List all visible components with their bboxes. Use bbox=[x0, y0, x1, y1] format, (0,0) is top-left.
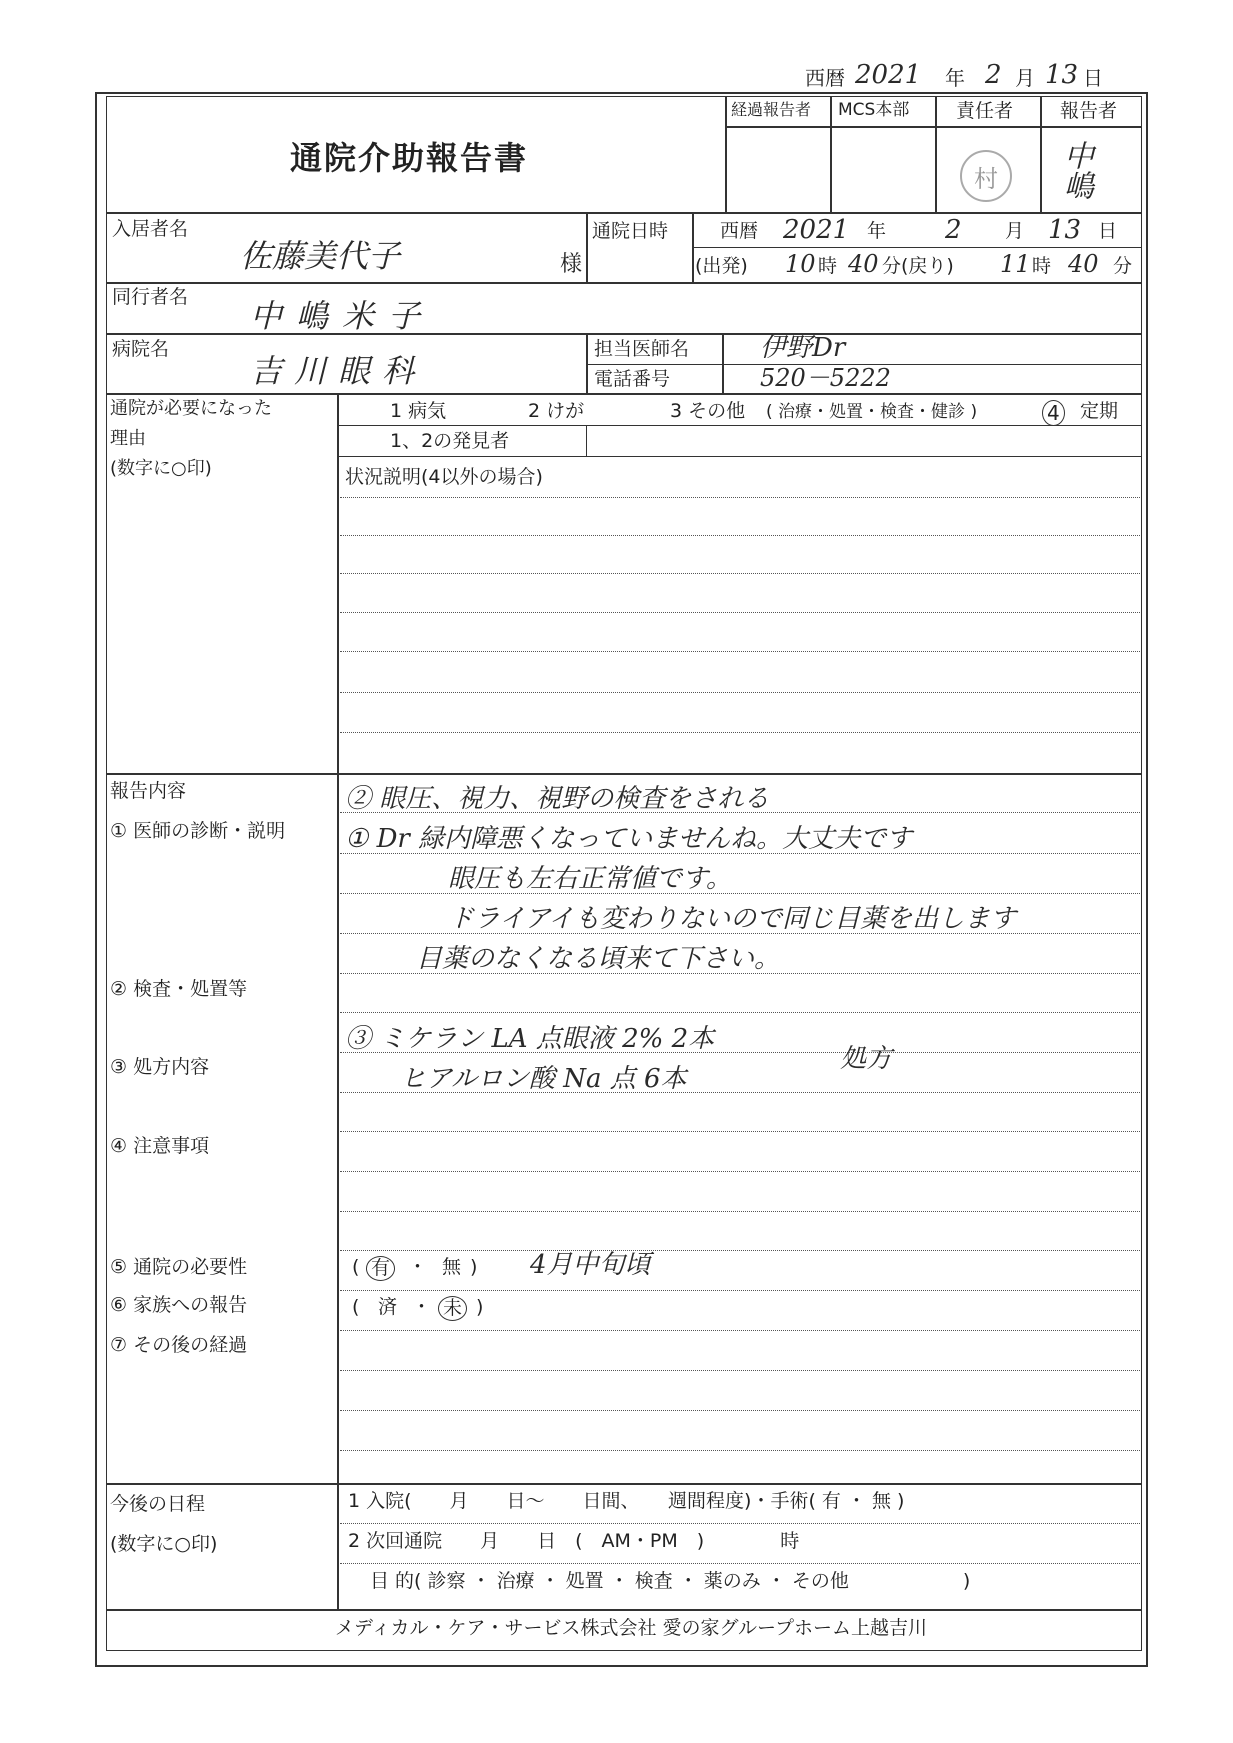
reason-label-line3: (数字に○印) bbox=[110, 458, 212, 479]
companion-name: 中嶋米子 bbox=[250, 297, 435, 335]
divider bbox=[337, 773, 339, 1483]
date-day: 13 bbox=[1045, 60, 1079, 90]
resident-name: 佐藤美代子 bbox=[240, 237, 401, 275]
responsible-seal-stamp: 村 bbox=[960, 150, 1012, 202]
reason-option-other: 3 その他 bbox=[670, 400, 746, 422]
divider bbox=[337, 425, 1142, 426]
handwritten-line-4: ドライアイも変わりないので同じ目薬を出します bbox=[448, 904, 1017, 934]
ruled-line bbox=[340, 573, 1140, 574]
handwritten-line-7: ヒアルロン酸 Na 点 6本 bbox=[400, 1064, 687, 1094]
hospital-name: 吉川眼科 bbox=[250, 352, 427, 390]
ruled-line bbox=[340, 1523, 1140, 1524]
ruled-line bbox=[340, 1211, 1140, 1212]
return-label: 分(戻り) bbox=[882, 255, 954, 277]
divider bbox=[722, 333, 724, 393]
family-done: 済 bbox=[378, 1296, 398, 1318]
ruled-line bbox=[340, 1563, 1140, 1564]
report-item-1: ① 医師の診断・説明 bbox=[110, 820, 286, 842]
necessity-sep: ・ bbox=[408, 1256, 428, 1278]
ruled-line bbox=[340, 1012, 1140, 1013]
divider bbox=[337, 456, 1142, 457]
situation-label: 状況説明(4以外の場合) bbox=[345, 466, 543, 488]
schedule-label: 今後の日程 bbox=[110, 1493, 206, 1515]
handwritten-prescription-note: 処方 bbox=[840, 1044, 893, 1074]
approval-header-progress: 経過報告者 bbox=[731, 100, 812, 119]
handwritten-line-5: 目薬のなくなる頃来て下さい。 bbox=[416, 944, 781, 974]
family-close: ) bbox=[476, 1296, 484, 1318]
date-day-unit: 日 bbox=[1083, 66, 1103, 90]
handwritten-line-1: ② 眼圧、視力、視野の検査をされる bbox=[345, 784, 770, 814]
date-year-unit: 年 bbox=[945, 66, 965, 90]
ruled-line bbox=[340, 651, 1140, 652]
family-sep: ・ bbox=[412, 1296, 432, 1318]
approval-header-responsible: 責任者 bbox=[956, 100, 1014, 122]
family-open: ( bbox=[352, 1296, 360, 1318]
divider bbox=[692, 247, 1142, 248]
circled-notyet: 未 bbox=[438, 1296, 467, 1321]
visit-day: 13 bbox=[1048, 215, 1082, 245]
schedule-line-2: 2 次回通院 月 日 ( AM・PM ) 時 bbox=[348, 1530, 800, 1552]
report-item-2: ② 検査・処置等 bbox=[110, 978, 248, 1000]
divider bbox=[586, 425, 587, 456]
ruled-line bbox=[340, 692, 1140, 693]
schedule-sub-label: (数字に○印) bbox=[110, 1533, 218, 1555]
footer-company: メディカル・ケア・サービス株式会社 愛の家グループホーム上越吉川 bbox=[335, 1617, 928, 1639]
ruled-line bbox=[340, 1450, 1140, 1451]
depart-hour: 10 bbox=[785, 250, 816, 278]
phone-number: 520－5222 bbox=[760, 364, 891, 392]
divider bbox=[1040, 96, 1042, 212]
return-hour: 11 bbox=[1000, 250, 1031, 278]
divider bbox=[106, 393, 1142, 395]
handwritten-line-3: 眼圧も左右正常値です。 bbox=[448, 864, 732, 894]
depart-label: (出発) bbox=[695, 255, 748, 277]
visit-month-unit: 月 bbox=[1005, 220, 1025, 242]
circled-number: 4 bbox=[1042, 400, 1065, 426]
visit-month: 2 bbox=[945, 215, 962, 245]
date-year: 2021 bbox=[855, 60, 922, 90]
ruled-line bbox=[340, 1330, 1140, 1331]
ruled-line bbox=[340, 1250, 1140, 1251]
resident-label: 入居者名 bbox=[112, 218, 189, 240]
visit-year-unit: 年 bbox=[867, 220, 887, 242]
divider bbox=[106, 1483, 1142, 1485]
doctor-name: 伊野Dr bbox=[760, 333, 846, 363]
page-title: 通院介助報告書 bbox=[290, 139, 529, 177]
divider bbox=[106, 1609, 1142, 1611]
necessity-open: ( bbox=[352, 1256, 360, 1278]
reason-option-illness: 1 病気 bbox=[390, 400, 447, 422]
divider bbox=[106, 333, 1142, 335]
divider bbox=[725, 96, 727, 212]
depart-hour-unit: 時 bbox=[818, 255, 838, 277]
divider bbox=[337, 393, 339, 773]
visit-day-unit: 日 bbox=[1098, 220, 1118, 242]
approval-header-reporter: 報告者 bbox=[1060, 100, 1118, 122]
necessity-yes-circled bbox=[366, 1256, 395, 1281]
divider bbox=[106, 773, 1142, 775]
report-item-5: ⑤ 通院の必要性 bbox=[110, 1256, 248, 1278]
ruled-line bbox=[340, 732, 1140, 733]
reporter-signature: 中嶋 bbox=[1058, 140, 1093, 200]
divider bbox=[106, 212, 1142, 214]
return-minute-unit: 分 bbox=[1113, 255, 1133, 277]
ruled-line bbox=[340, 612, 1140, 613]
divider bbox=[935, 96, 937, 212]
return-hour-unit: 時 bbox=[1032, 255, 1052, 277]
visit-year: 2021 bbox=[783, 215, 850, 245]
reason-label-line2: 理由 bbox=[110, 428, 146, 449]
circled-yes: 有 bbox=[366, 1256, 395, 1281]
report-item-3: ③ 処方内容 bbox=[110, 1056, 210, 1078]
divider bbox=[106, 282, 1142, 284]
report-item-6: ⑥ 家族への報告 bbox=[110, 1294, 248, 1316]
ruled-line bbox=[340, 1410, 1140, 1411]
ruled-line bbox=[340, 535, 1140, 536]
discoverer-label: 1、2の発見者 bbox=[390, 430, 510, 452]
return-minute: 40 bbox=[1068, 250, 1099, 278]
reason-label-line1: 通院が必要になった bbox=[110, 398, 272, 419]
divider bbox=[586, 333, 588, 393]
report-item-7: ⑦ その後の経過 bbox=[110, 1334, 248, 1356]
schedule-line-3: 目 的( 診察 ・ 治療 ・ 処置 ・ 検査 ・ 薬のみ ・ その他 ) bbox=[370, 1570, 971, 1592]
necessity-note: 4月中旬頃 bbox=[530, 1250, 651, 1280]
depart-minute: 40 bbox=[848, 250, 879, 278]
date-month-unit: 月 bbox=[1015, 66, 1035, 90]
ruled-line bbox=[340, 1370, 1140, 1371]
divider bbox=[725, 126, 1142, 128]
schedule-line-1: 1 入院( 月 日～ 日間、 週間程度)・手術( 有 ・ 無 ) bbox=[348, 1490, 905, 1512]
visit-label: 通院日時 bbox=[592, 220, 669, 242]
divider bbox=[586, 212, 588, 282]
phone-label: 電話番号 bbox=[594, 368, 671, 390]
reason-option-regular-circled bbox=[1042, 400, 1065, 426]
date-month: 2 bbox=[985, 60, 1002, 90]
reason-option-other-detail: ( 治療・処置・検査・健診 ) bbox=[766, 402, 978, 422]
report-item-4: ④ 注意事項 bbox=[110, 1135, 210, 1157]
ruled-line bbox=[340, 1131, 1140, 1132]
reason-option-regular: 定期 bbox=[1080, 400, 1119, 422]
necessity-close: ) bbox=[470, 1256, 478, 1278]
doctor-label: 担当医師名 bbox=[594, 338, 690, 360]
handwritten-line-2: ① Dr 緑内障悪くなっていませんね。大丈夫です bbox=[345, 824, 913, 854]
visit-era: 西暦 bbox=[720, 220, 759, 242]
ruled-line bbox=[340, 1171, 1140, 1172]
divider bbox=[830, 96, 832, 212]
ruled-line bbox=[340, 1290, 1140, 1291]
divider bbox=[337, 1483, 339, 1609]
family-notyet-circled bbox=[438, 1296, 467, 1321]
date-era: 西暦 bbox=[805, 66, 845, 90]
resident-suffix: 様 bbox=[560, 252, 583, 277]
ruled-line bbox=[340, 497, 1140, 498]
hospital-label: 病院名 bbox=[112, 338, 170, 360]
companion-label: 同行者名 bbox=[112, 286, 189, 308]
handwritten-line-6: ③ ミケラン LA 点眼液 2% 2本 bbox=[345, 1024, 715, 1054]
approval-header-mcs: MCS本部 bbox=[838, 100, 910, 120]
report-label: 報告内容 bbox=[110, 780, 187, 802]
reason-option-injury: 2 けが bbox=[528, 400, 585, 422]
necessity-no: 無 bbox=[442, 1256, 462, 1278]
